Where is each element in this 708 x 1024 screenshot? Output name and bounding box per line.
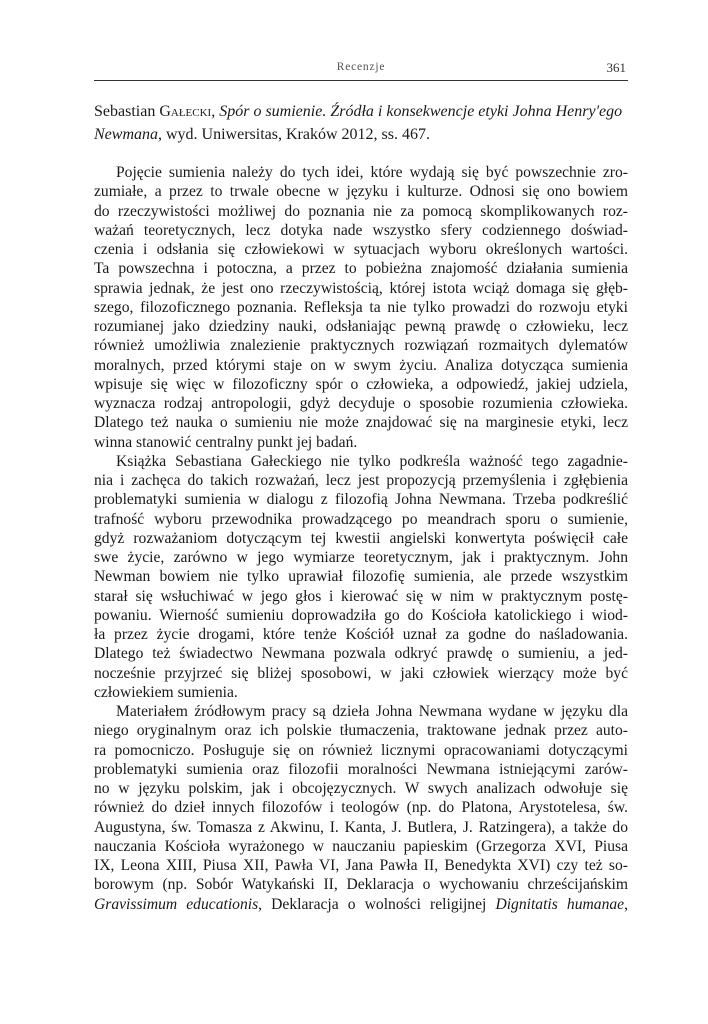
latin-title-1: Gravissimum educationis (94, 895, 259, 913)
page-header (94, 60, 628, 81)
text-line: gdyż rozważaniom dotyczącym tej kwestii angielski konwertyta poświęcił całe (94, 529, 628, 547)
paragraph-3 (94, 702, 628, 914)
text-line: czenia i odsłania się człowiekowi w sytuacjach wyboru określonych wartości. (94, 241, 628, 258)
text-line: nauczania Kościoła wyrażonego w nauczaniu papieskim (Grzegorza XVI, Piusa (94, 837, 628, 855)
text-line: wyznacza rodzaj antropologii, gdyż decyduje o sposobie rozumienia człowieka. (94, 395, 628, 412)
text-line: Newman bowiem nie tylko uprawiał filozofię sumienia, ale przede wszystkim (94, 568, 628, 586)
text-line: szego, filozoficznego poznania. Refleksja ta nie tylko prowadzi do rozwoju etyki (94, 298, 628, 316)
text-line: IX, Leona XIII, Piusa XII, Pawła VI, Jana Pawła II, Benedykta XVI) czy też so- (94, 857, 628, 874)
text-line: Dlatego też nauka o sumieniu nie może znajdować się na marginesie etyki, lecz (94, 414, 628, 432)
text-line: również umożliwia znalezienie praktycznych rozwiązań rozmaitych dylematów (94, 337, 628, 355)
text-line: zumiałe, a przez to trwale obecne w języku i kulturze. Odnosi się ono bowiem (94, 183, 628, 201)
text-line: nocześnie przyjrzeć się bliżej sposobowi, w jaki człowiek wierzący może być (94, 664, 628, 682)
text-line: wpisuje się więc w filozoficzny spór o człowieka, a odpowiedź, jakiej udziela, (94, 375, 628, 393)
paragraph-2 (94, 452, 628, 702)
text-line-final (94, 895, 628, 914)
text-line: Książka Sebastiana Gałeckiego nie tylko podkreśla ważność tego zagadnie- (116, 452, 628, 470)
text-line: rozumianej jako dziedziny nauki, odsłaniając pewną prawdę o człowieku, lecz (94, 318, 628, 335)
text-line: Pojęcie sumienia należy do tych idei, które wydają się być powszechnie zro- (116, 164, 628, 181)
text-line: Materiałem źródłowym pracy są dzieła Johna Newmana wydane w języku dla (116, 703, 628, 720)
paragraph-1 (94, 163, 628, 452)
page-number: 361 (606, 60, 626, 75)
text-line: problematyki sumienia oraz filozofii moralności Newmana istniejącymi zarów- (94, 760, 628, 778)
latin-title-2: Dignitatis humanae (495, 895, 625, 913)
text-line: niego oryginalnym oraz ich polskie tłumaczenia, traktowane jednak przez auto- (94, 722, 628, 740)
separator: , (211, 103, 220, 120)
text-line: ła przez życie drogami, które tenże Kościół uznał za godne do naśladowania. (94, 626, 628, 643)
text-line: Dlatego też świadectwo Newmana pozwala odkryć prawdę o sumieniu, a jed- (94, 645, 628, 663)
text-line: Ta powszechna i potoczna, a przez to pobieżna znajomość działania sumienia (94, 260, 628, 278)
text-line: powaniu. Wierność sumieniu doprowadziła go do Kościoła katolickiego i wiod- (94, 606, 628, 624)
text-line: problematyki sumienia w dialogu z filozofią Johna Newmana. Trzeba podkreślić (94, 491, 628, 509)
author-first-name: Sebastian (94, 103, 160, 120)
text-line: moralnych, przed którymi staje on w swym życiu. Analiza dotycząca sumienia (94, 356, 628, 374)
text-line: swe życie, zarówno w jego wymiarze teoretycznym, jak i praktycznym. John (94, 549, 628, 566)
publication-details: , wyd. Uniwersitas, Kraków 2012, ss. 467. (158, 126, 430, 143)
text-line: starał się wsłuchiwać w jego głos i kierować się w nim w praktycznym postę- (94, 587, 628, 605)
text-line: nia i zachęca do takich rozważań, lecz jest propozycją przemyślenia i zgłębienia (94, 472, 628, 489)
running-head: Recenzje (336, 61, 386, 73)
text-line: borowym (np. Sobór Watykański II, Deklaracja o wychowaniu chrześcijańskim (94, 876, 628, 894)
text-fragment: , Deklaracja o wolności religijnej (258, 895, 496, 913)
text-line: Augustyna, św. Tomasza z Akwinu, I. Kanta, J. Butlera, J. Ratzingera), a także do (94, 818, 628, 836)
book-title-continued: Newmana (94, 126, 158, 143)
author-last-name: Gałecki (159, 103, 212, 120)
text-line: no w języku polskim, jak i obcojęzycznych. W swych analizach odwołuje się (94, 780, 628, 797)
text-line: do rzeczywistości możliwej do poznania nie za pomocą skomplikowanych roz- (94, 202, 628, 220)
text-line: ważań teoretycznych, lecz dotyka nade wszystko sfery codziennego doświad- (94, 221, 628, 239)
book-title: Spór o sumienie. Źródła i konsekwencje etyki Johna Henry'ego (219, 103, 623, 120)
text-line: trafność wyboru przewodnika prowadzącego po meandrach sporu o sumienie, (94, 510, 628, 528)
review-body (94, 163, 628, 914)
text-line: sprawia jednak, że jest ono rzeczywistością, której istota wciąż domaga się głęb- (94, 279, 628, 297)
text-line: również do dzieł innych filozofów i teologów (np. do Platona, Arystotelesa, św. (94, 799, 628, 817)
text-line: człowiekiem sumienia. (94, 683, 238, 701)
text-line: ra pomocniczo. Posługuje się on również licznymi opracowaniami dotyczącymi (94, 741, 628, 759)
text-fragment: , (624, 895, 628, 913)
text-line: winna stanowić centralny punkt jej badań. (94, 433, 358, 451)
bibliographic-entry (94, 100, 628, 146)
